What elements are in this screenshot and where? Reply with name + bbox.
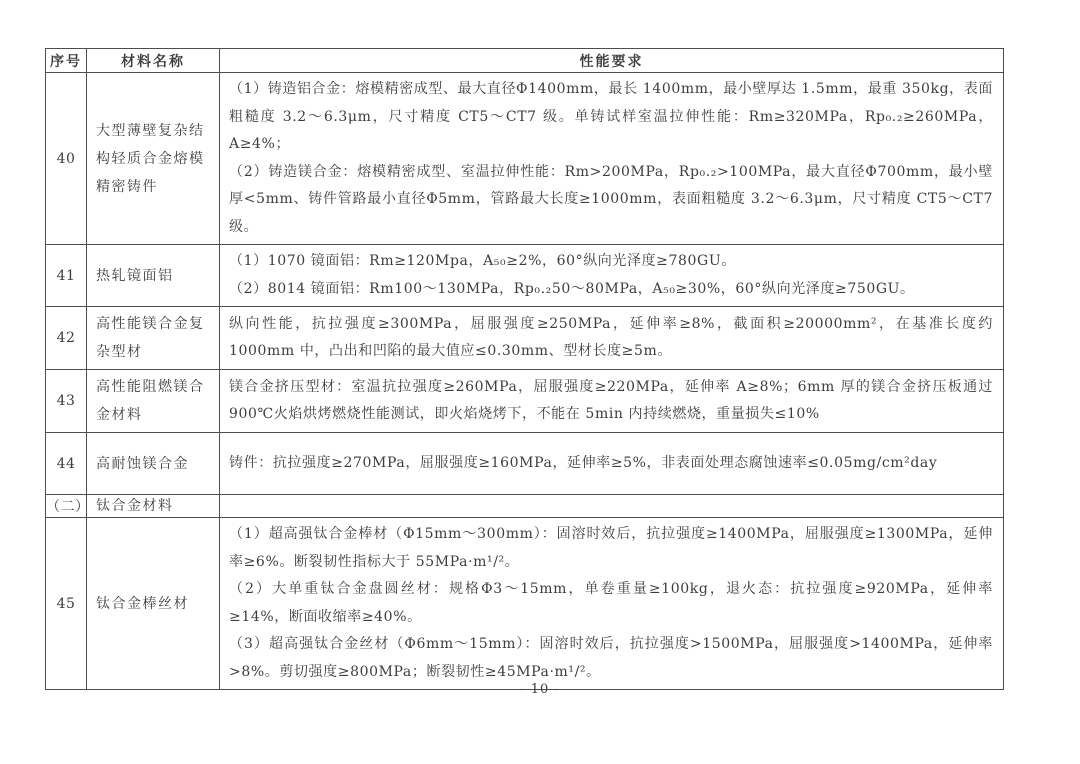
col-header-no: 序号 [46, 49, 87, 73]
performance-paragraph: 铸件：抗拉强度≥270MPa，屈服强度≥160MPa，延伸率≥5%，非表面处理态腐蚀速率≤0.05mg/cm²day [229, 454, 938, 471]
cell-performance [220, 495, 1004, 518]
cell-material-name: 高性能镁合金复杂型材 [87, 307, 220, 370]
cell-performance [220, 433, 1004, 495]
materials-table [45, 48, 1004, 690]
cell-no: 45 [46, 518, 87, 690]
performance-paragraph: （2）8014 镜面铝：Rm100～130MPa，Rp₀.₂50～80MPa，A₅₀≥30%，60°纵向光泽度≥750GU。 [229, 280, 915, 297]
cell-no: 42 [46, 307, 87, 370]
cell-material-name: 热轧镜面铝 [87, 245, 220, 307]
cell-no: 40 [46, 73, 87, 245]
cell-no: 41 [46, 245, 87, 307]
cell-no: 43 [46, 370, 87, 433]
cell-performance [220, 307, 1004, 370]
cell-performance [220, 370, 1004, 433]
performance-paragraph: （1）超高强钛合金棒材（Φ15mm～300mm）：固溶时效后，抗拉强度≥1400MPa，屈服强度≥1300MPa，延伸率≥6%。断裂韧性指标大于 55MPa·m¹/²。 [229, 526, 993, 570]
materials-table-container [45, 48, 1003, 690]
cell-performance [220, 518, 1004, 690]
cell-material-name: 钛合金棒丝材 [87, 518, 220, 690]
cell-material-name: 高性能阻燃镁合金材料 [87, 370, 220, 433]
performance-paragraph: 镁合金挤压型材：室温抗拉强度≥260MPa，屈服强度≥220MPa，延伸率 A≥8%；6mm 厚的镁合金挤压板通过 900℃火焰烘烤燃烧性能测试，即火焰烧烤下，不能在 5min 内持续燃烧，重量损失≤10% [229, 378, 993, 422]
page-number: - 10 - [520, 682, 560, 697]
performance-paragraph: （1）铸造铝合金：熔模精密成型、最大直径Φ1400mm，最长 1400mm，最小壁厚达 1.5mm，最重 350kg，表面粗糙度 3.2～6.3μm，尺寸精度 CT5～CT7 级。单铸试样室温拉伸性能：Rm≥320MPa，Rp₀.₂≥260MPa，A≥4%； [229, 81, 993, 152]
cell-performance [220, 245, 1004, 307]
table-row [46, 370, 1004, 433]
table-row [46, 245, 1004, 307]
performance-paragraph: （3）超高强钛合金丝材（Φ6mm～15mm）：固溶时效后，抗拉强度>1500MPa，屈服强度>1400MPa，延伸率>8%。剪切强度≥800MPa；断裂韧性≥45MPa·m¹/²。 [229, 636, 993, 680]
col-header-performance: 性能要求 [220, 49, 1004, 73]
col-header-material-name: 材料名称 [87, 49, 220, 73]
cell-no: （二） [46, 495, 87, 518]
cell-performance [220, 73, 1004, 245]
cell-material-name: 高耐蚀镁合金 [87, 433, 220, 495]
table-row [46, 73, 1004, 245]
cell-material-name: 钛合金材料 [87, 495, 220, 518]
table-section-row [46, 495, 1004, 518]
performance-paragraph: （2）铸造镁合金：熔模精密成型、室温拉伸性能：Rm>200MPa，Rp₀.₂>100MPa，最大直径Φ700mm，最小壁厚<5mm、铸件管路最小直径Φ5mm，管路最大长度≥1000mm，表面粗糙度 3.2～6.3μm，尺寸精度 CT5～CT7 级。 [229, 163, 993, 235]
table-header-row [46, 49, 1004, 73]
performance-paragraph: （1）1070 镜面铝：Rm≥120Mpa，A₅₀≥2%，60°纵向光泽度≥780GU。 [229, 253, 736, 269]
cell-no: 44 [46, 433, 87, 495]
cell-material-name: 大型薄壁复杂结构轻质合金熔模精密铸件 [87, 73, 220, 245]
performance-paragraph: 纵向性能，抗拉强度≥300MPa，屈服强度≥250MPa，延伸率≥8%，截面积≥20000mm²，在基准长度约 1000mm 中，凸出和凹陷的最大值应≤0.30mm、型材长度≥5m。 [229, 315, 993, 359]
performance-paragraph: （2）大单重钛合金盘圆丝材：规格Φ3～15mm，单卷重量≥100kg，退火态：抗拉强度≥920MPa，延伸率≥14%，断面收缩率≥40%。 [229, 581, 993, 625]
table-row [46, 518, 1004, 690]
table-row [46, 307, 1004, 370]
table-row [46, 433, 1004, 495]
